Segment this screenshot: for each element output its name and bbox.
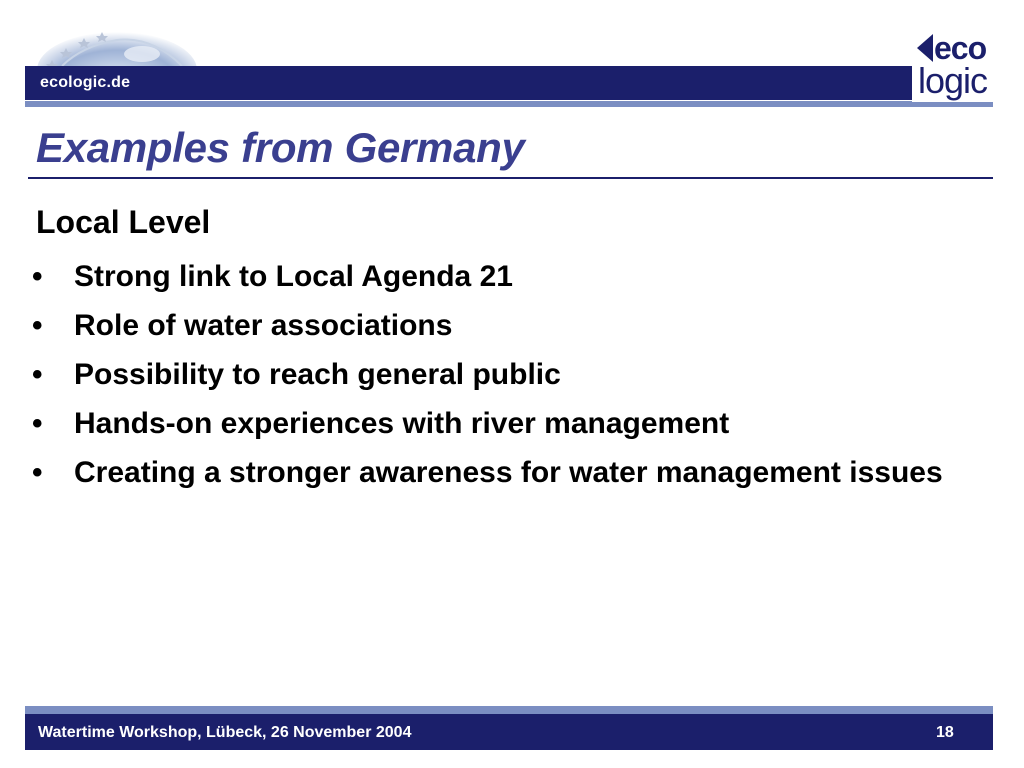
bullet-marker: • [32,456,43,489]
bullet-item [32,405,972,443]
bullet-item [32,307,972,345]
title-divider [28,177,993,179]
footer-event-text: Watertime Workshop, Lübeck, 26 November 2004 [38,724,412,741]
bullet-item [32,454,972,492]
globe-stars-icon [22,26,202,70]
header-accent-line [25,101,993,107]
bullet-marker: • [32,309,43,342]
site-name: ecologic.de [40,74,131,91]
bullet-item [32,356,972,394]
bullet-text: Possibility to reach general public [74,358,561,391]
slide-subtitle: Local Level [36,204,211,240]
header-banner [25,66,993,100]
bullet-list [32,258,972,503]
bullet-marker: • [32,358,43,391]
bullet-text: Strong link to Local Agenda 21 [74,260,513,293]
logo-triangle-icon [917,34,933,62]
bullet-text: Creating a stronger awareness for water management issues [74,456,943,489]
bullet-text: Hands-on experiences with river management [74,407,730,440]
bullet-text: Role of water associations [74,309,453,342]
page-number: 18 [936,724,954,741]
slide-title: Examples from Germany [36,124,525,171]
logo-text-top: eco [934,30,987,66]
bullet-item [32,258,972,296]
bullet-marker: • [32,407,43,440]
ecologic-logo [912,30,996,102]
logo-text-bottom: logic [918,60,988,101]
bullet-marker: • [32,260,43,293]
footer-accent-line [25,706,993,714]
